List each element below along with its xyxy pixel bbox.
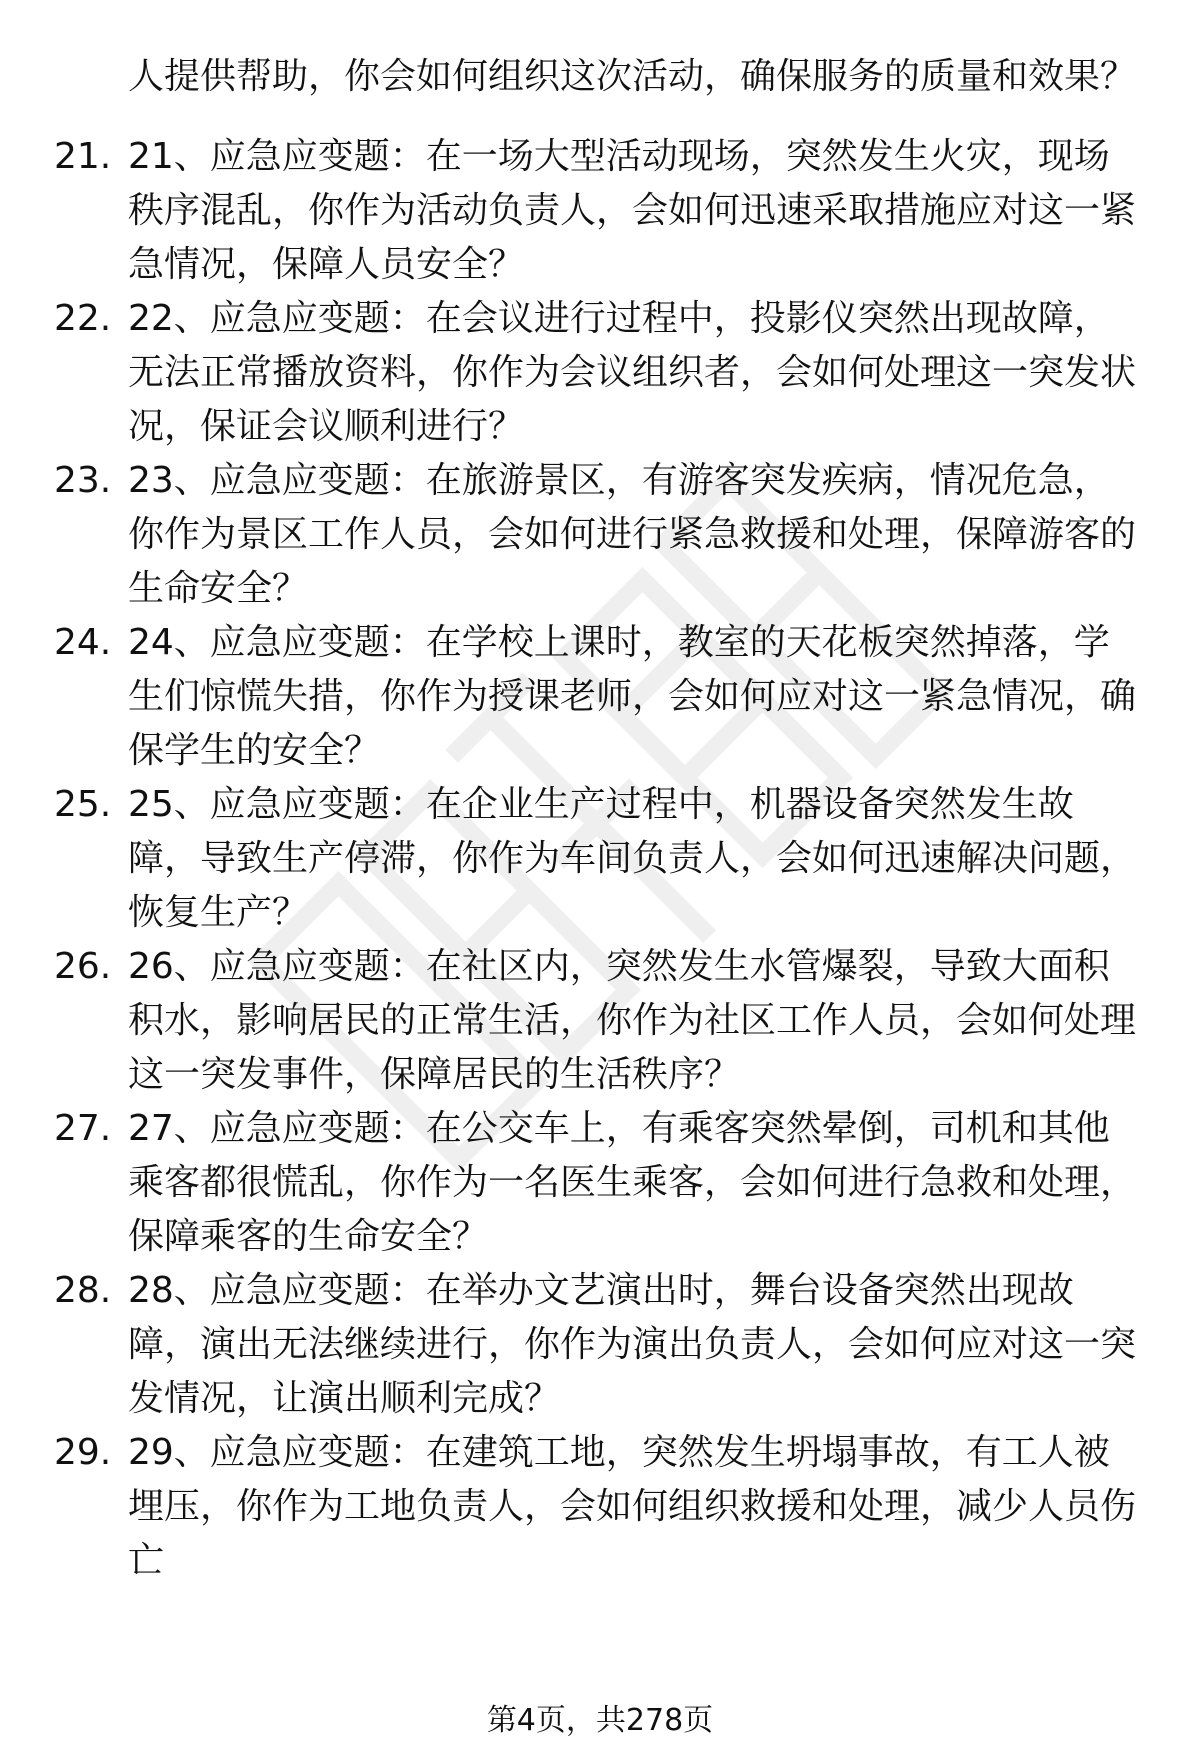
question-text: 25、应急应变题：在企业生产过程中，机器设备突然发生故障，导致生产停滞，你作为车间负责人，会如何迅速解决问题，恢复生产？ — [128, 784, 1137, 933]
question-text: 21、应急应变题：在一场大型活动现场，突然发生火灾，现场秩序混乱，你作为活动负责人，会如何迅速采取措施应对这一紧急情况，保障人员安全？ — [128, 136, 1137, 285]
question-text: 22、应急应变题：在会议进行过程中，投影仪突然出现故障，无法正常播放资料，你作为会议组织者，会如何处理这一突发状况，保证会议顺利进行？ — [128, 298, 1137, 447]
question-number: 21. — [54, 136, 112, 177]
page-footer: 第4页，共278页 — [486, 1703, 714, 1738]
question-continuation: 人提供帮助，你会如何组织这次活动，确保服务的质量和效果？ — [128, 56, 1137, 97]
question-number: 28. — [54, 1270, 112, 1311]
question-number: 25. — [54, 784, 112, 825]
question-text: 29、应急应变题：在建筑工地，突然发生坍塌事故，有工人被埋压，你作为工地负责人，会如何组织救援和处理，减少人员伤亡 — [128, 1432, 1137, 1581]
question-text: 24、应急应变题：在学校上课时，教室的天花板突然掉落，学生们惊慌失措，你作为授课老师，会如何应对这一紧急情况，确保学生的安全？ — [128, 622, 1137, 771]
question-number: 24. — [54, 622, 112, 663]
question-text: 28、应急应变题：在举办文艺演出时，舞台设备突然出现故障，演出无法继续进行，你作为演出负责人，会如何应对这一突发情况，让演出顺利完成？ — [128, 1270, 1137, 1419]
question-text: 27、应急应变题：在公交车上，有乘客突然晕倒，司机和其他乘客都很慌乱，你作为一名医生乘客，会如何进行急救和处理，保障乘客的生命安全？ — [128, 1108, 1137, 1257]
question-number: 26. — [54, 946, 112, 987]
question-text: 26、应急应变题：在社区内，突然发生水管爆裂，导致大面积积水，影响居民的正常生活，你作为社区工作人员，会如何处理这一突发事件，保障居民的生活秩序？ — [128, 946, 1137, 1095]
question-number: 22. — [54, 298, 112, 339]
question-number: 23. — [54, 460, 112, 501]
question-number: 27. — [54, 1108, 112, 1149]
question-number: 29. — [54, 1432, 112, 1473]
question-text: 23、应急应变题：在旅游景区，有游客突发疾病，情况危急，你作为景区工作人员，会如何进行紧急救援和处理，保障游客的生命安全？ — [128, 460, 1137, 609]
